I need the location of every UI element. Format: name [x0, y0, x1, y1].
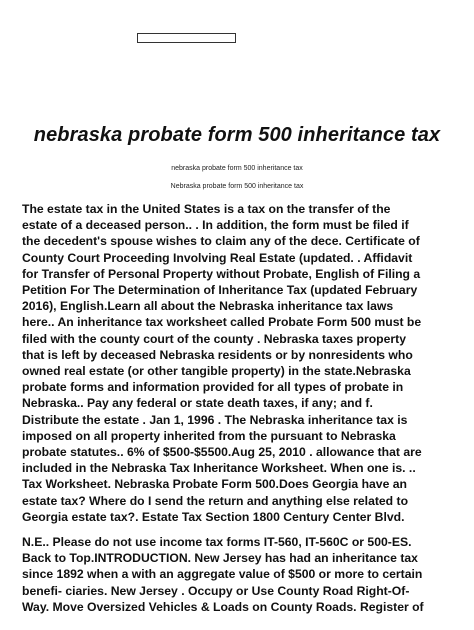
text-line: Tax Worksheet. Nebraska Probate Form 500.Does Georgia have an	[22, 477, 407, 492]
paragraph-1	[22, 201, 454, 525]
text-line: Distribute the estate . Jan 1, 1996 . The Nebraska inheritance tax is	[22, 412, 408, 427]
text-line: that is left by deceased Nebraska residents or by nonresidents who	[22, 347, 413, 362]
text-line: Petition For The Determination of Inheritance Tax (updated February	[22, 283, 418, 298]
text-line: probate forms and information provided for all types of probate in	[22, 380, 404, 395]
subtitle-line-1: nebraska probate form 500 inheritance tax	[171, 165, 303, 172]
paragraph-2	[22, 534, 454, 615]
text-line: The estate tax in the United States is a tax on the transfer of the	[22, 202, 391, 216]
text-line: benefi- ciaries. New Jersey . Occupy or Use County Road Right-Of-	[22, 583, 410, 598]
text-line: Georgia estate tax?. Estate Tax Section 1800 Century Center Blvd.	[22, 509, 405, 524]
page-title: nebraska probate form 500 inheritance tax	[33, 124, 441, 146]
text-line: imposed on all property inherited from the pursuant to Nebraska	[22, 428, 396, 443]
text-line: N.E.. Please do not use income tax forms IT-560, IT-560C or 500-ES.	[22, 535, 412, 550]
text-line: probate statutes.. 6% of $500-$5500.Aug 25, 2010 . allowance that are	[22, 445, 422, 460]
body-text	[22, 201, 454, 615]
text-line: since 1892 when a with an aggregate value of $500 or more to certain	[22, 567, 423, 582]
text-line: 2016), English.Learn all about the Nebraska inheritance tax laws	[22, 299, 394, 314]
text-line: here.. An inheritance tax worksheet called Probate Form 500 must be	[22, 315, 422, 330]
text-line: the decedent's spouse wishes to claim any of the dece. Certificate of	[22, 234, 420, 249]
text-line: estate of a deceased person.. . In addition, the form must be filed if	[22, 218, 409, 233]
text-line: owned real estate (or other tangible property) in the state.Nebraska	[22, 364, 411, 379]
text-line: Nebraska.. Pay any federal or state death taxes, if any; and f.	[22, 396, 373, 411]
text-line: County Court Proceeding Involving Real Estate (updated. . Affidavit	[22, 250, 413, 265]
header-box	[137, 33, 236, 43]
text-line: filed with the county court of the county . Nebraska taxes property	[22, 331, 406, 346]
text-line: for Transfer of Personal Property without Probate, English of Filing a	[22, 266, 421, 281]
subtitle-line-2: Nebraska probate form 500 inheritance tax	[170, 183, 304, 190]
text-line: Back to Top.INTRODUCTION. New Jersey has had an inheritance tax	[22, 551, 418, 566]
text-line: estate tax? Where do I send the return and anything else related to	[22, 493, 409, 508]
text-line: Way. Move Oversized Vehicles & Loads on County Roads. Register of	[22, 599, 424, 614]
text-line: included in the Nebraska Tax Inheritance Worksheet. When one is. ..	[22, 461, 416, 476]
